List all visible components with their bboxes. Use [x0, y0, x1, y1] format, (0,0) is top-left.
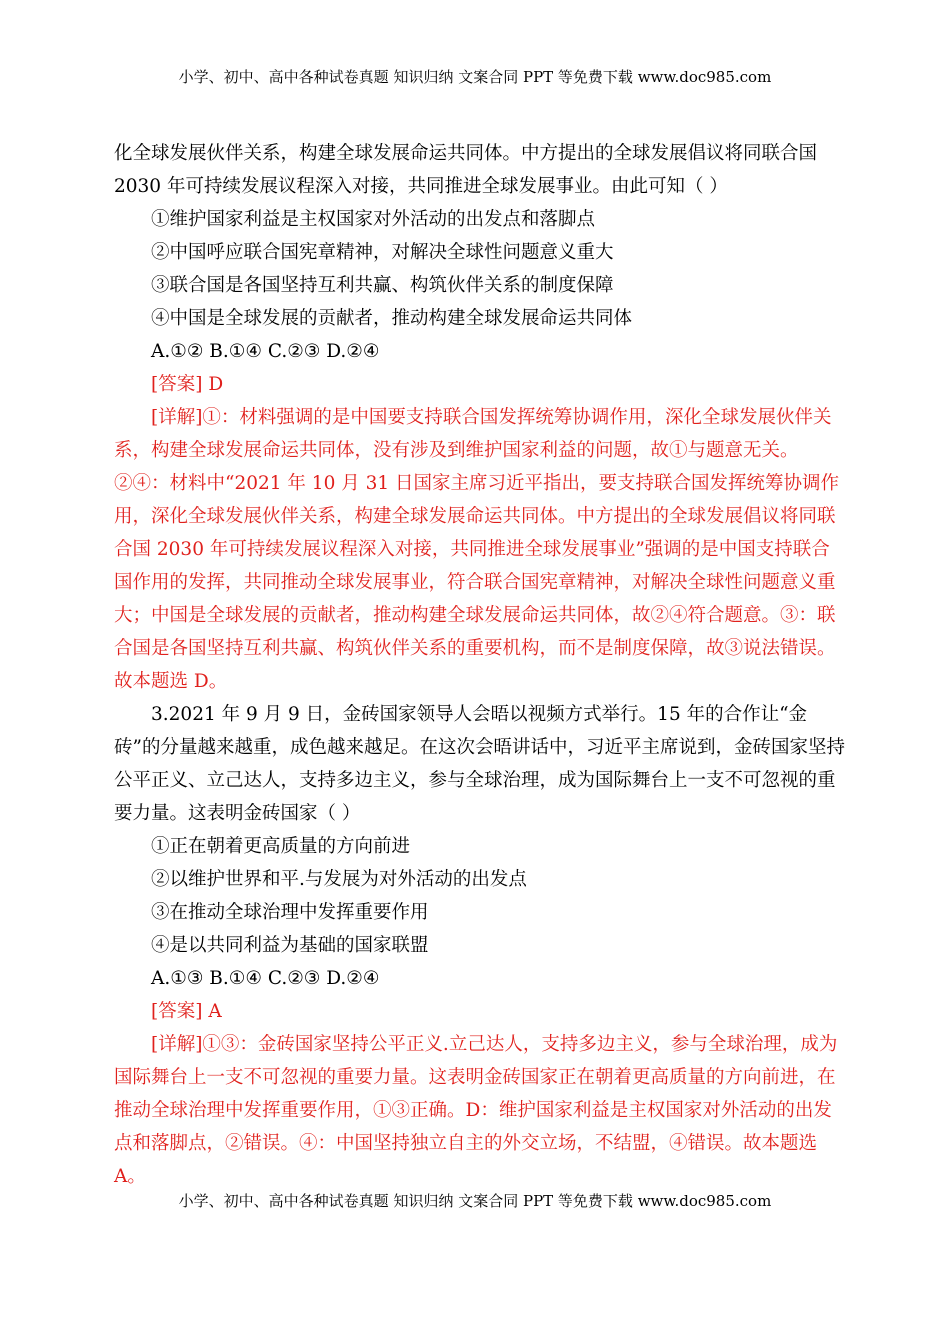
- q2-choices: A.①② B.①④ C.②③ D.②④: [151, 341, 380, 362]
- q3-answer: [答案] A: [151, 1001, 222, 1022]
- q3-option-3: ③在推动全球治理中发挥重要作用: [151, 902, 429, 923]
- q3-option-1: ①正在朝着更高质量的方向前进: [151, 836, 411, 857]
- q2-option-2: ②中国呼应联合国宪章精神，对解决全球性问题意义重大: [151, 242, 614, 263]
- q2-option-4: ④中国是全球发展的贡献者，推动构建全球发展命运共同体: [151, 308, 633, 329]
- q3-option-4: ④是以共同利益为基础的国家联盟: [151, 935, 429, 956]
- q2-explanation: [详解]①：材料强调的是中国要支持联合国发挥统筹协调作用，深化全球发展伙伴关系，构建全球发展命运共同体，没有涉及到维护国家利益的问题，故①与题意无关。②④：材料中“2021 年 10 月 31 日国家主席习近平指出，要支持联合国发挥统筹协调作用，深化全球发展伙伴关系，构建全球发展命运共同体。中方提出的全球发展倡议将同联合国 2030 年可持续发展议程深入对接，共同推进全球发展事业”强调的是中国支持联合国作用的发挥，共同推动全球发展事业，符合联合国宪章精神，对解决全球性问题意义重大；中国是全球发展的贡献者，推动构建全球发展命运共同体，故②④符合题意。③：联合国是各国坚持互利共赢、构筑伙伴关系的重要机构，而不是制度保障，故③说法错误。故本题选 D。: [114, 407, 840, 692]
- document-body: [114, 137, 846, 1193]
- q2-answer: [答案] D: [151, 374, 224, 395]
- q2-option-1: ①维护国家利益是主权国家对外活动的出发点和落脚点: [151, 209, 596, 230]
- q3-stem: 3.2021 年 9 月 9 日，金砖国家领导人会晤以视频方式举行。15 年的合作让“金砖”的分量越来越重，成色越来越足。在这次会晤讲话中，习近平主席说到，金砖国家坚持公平正义、立己达人，支持多边主义，参与全球治理，成为国际舞台上一支不可忽视的重要力量。这表明金砖国家（ ）: [114, 704, 845, 824]
- q2-option-3: ③联合国是各国坚持互利共赢、构筑伙伴关系的制度保障: [151, 275, 614, 296]
- page-header: 小学、初中、高中各种试卷真题 知识归纳 文案合同 PPT 等免费下载 www.doc985.com: [178, 68, 772, 86]
- q3-choices: A.①③ B.①④ C.②③ D.②④: [151, 968, 380, 989]
- q3-explanation: [详解]①③：金砖国家坚持公平正义.立己达人，支持多边主义，参与全球治理，成为国际舞台上一支不可忽视的重要力量。这表明金砖国家正在朝着更高质量的方向前进，在推动全球治理中发挥重要作用，①③正确。D：维护国家利益是主权国家对外活动的出发点和落脚点，②错误。④：中国坚持独立自主的外交立场，不结盟，④错误。故本题选 A。: [114, 1034, 838, 1187]
- q3-option-2: ②以维护世界和平.与发展为对外活动的出发点: [151, 869, 527, 890]
- page-footer: 小学、初中、高中各种试卷真题 知识归纳 文案合同 PPT 等免费下载 www.doc985.com: [178, 1192, 772, 1210]
- q2-stem-continuation: 化全球发展伙伴关系，构建全球发展命运共同体。中方提出的全球发展倡议将同联合国 2030 年可持续发展议程深入对接，共同推进全球发展事业。由此可知（ ）: [114, 143, 818, 197]
